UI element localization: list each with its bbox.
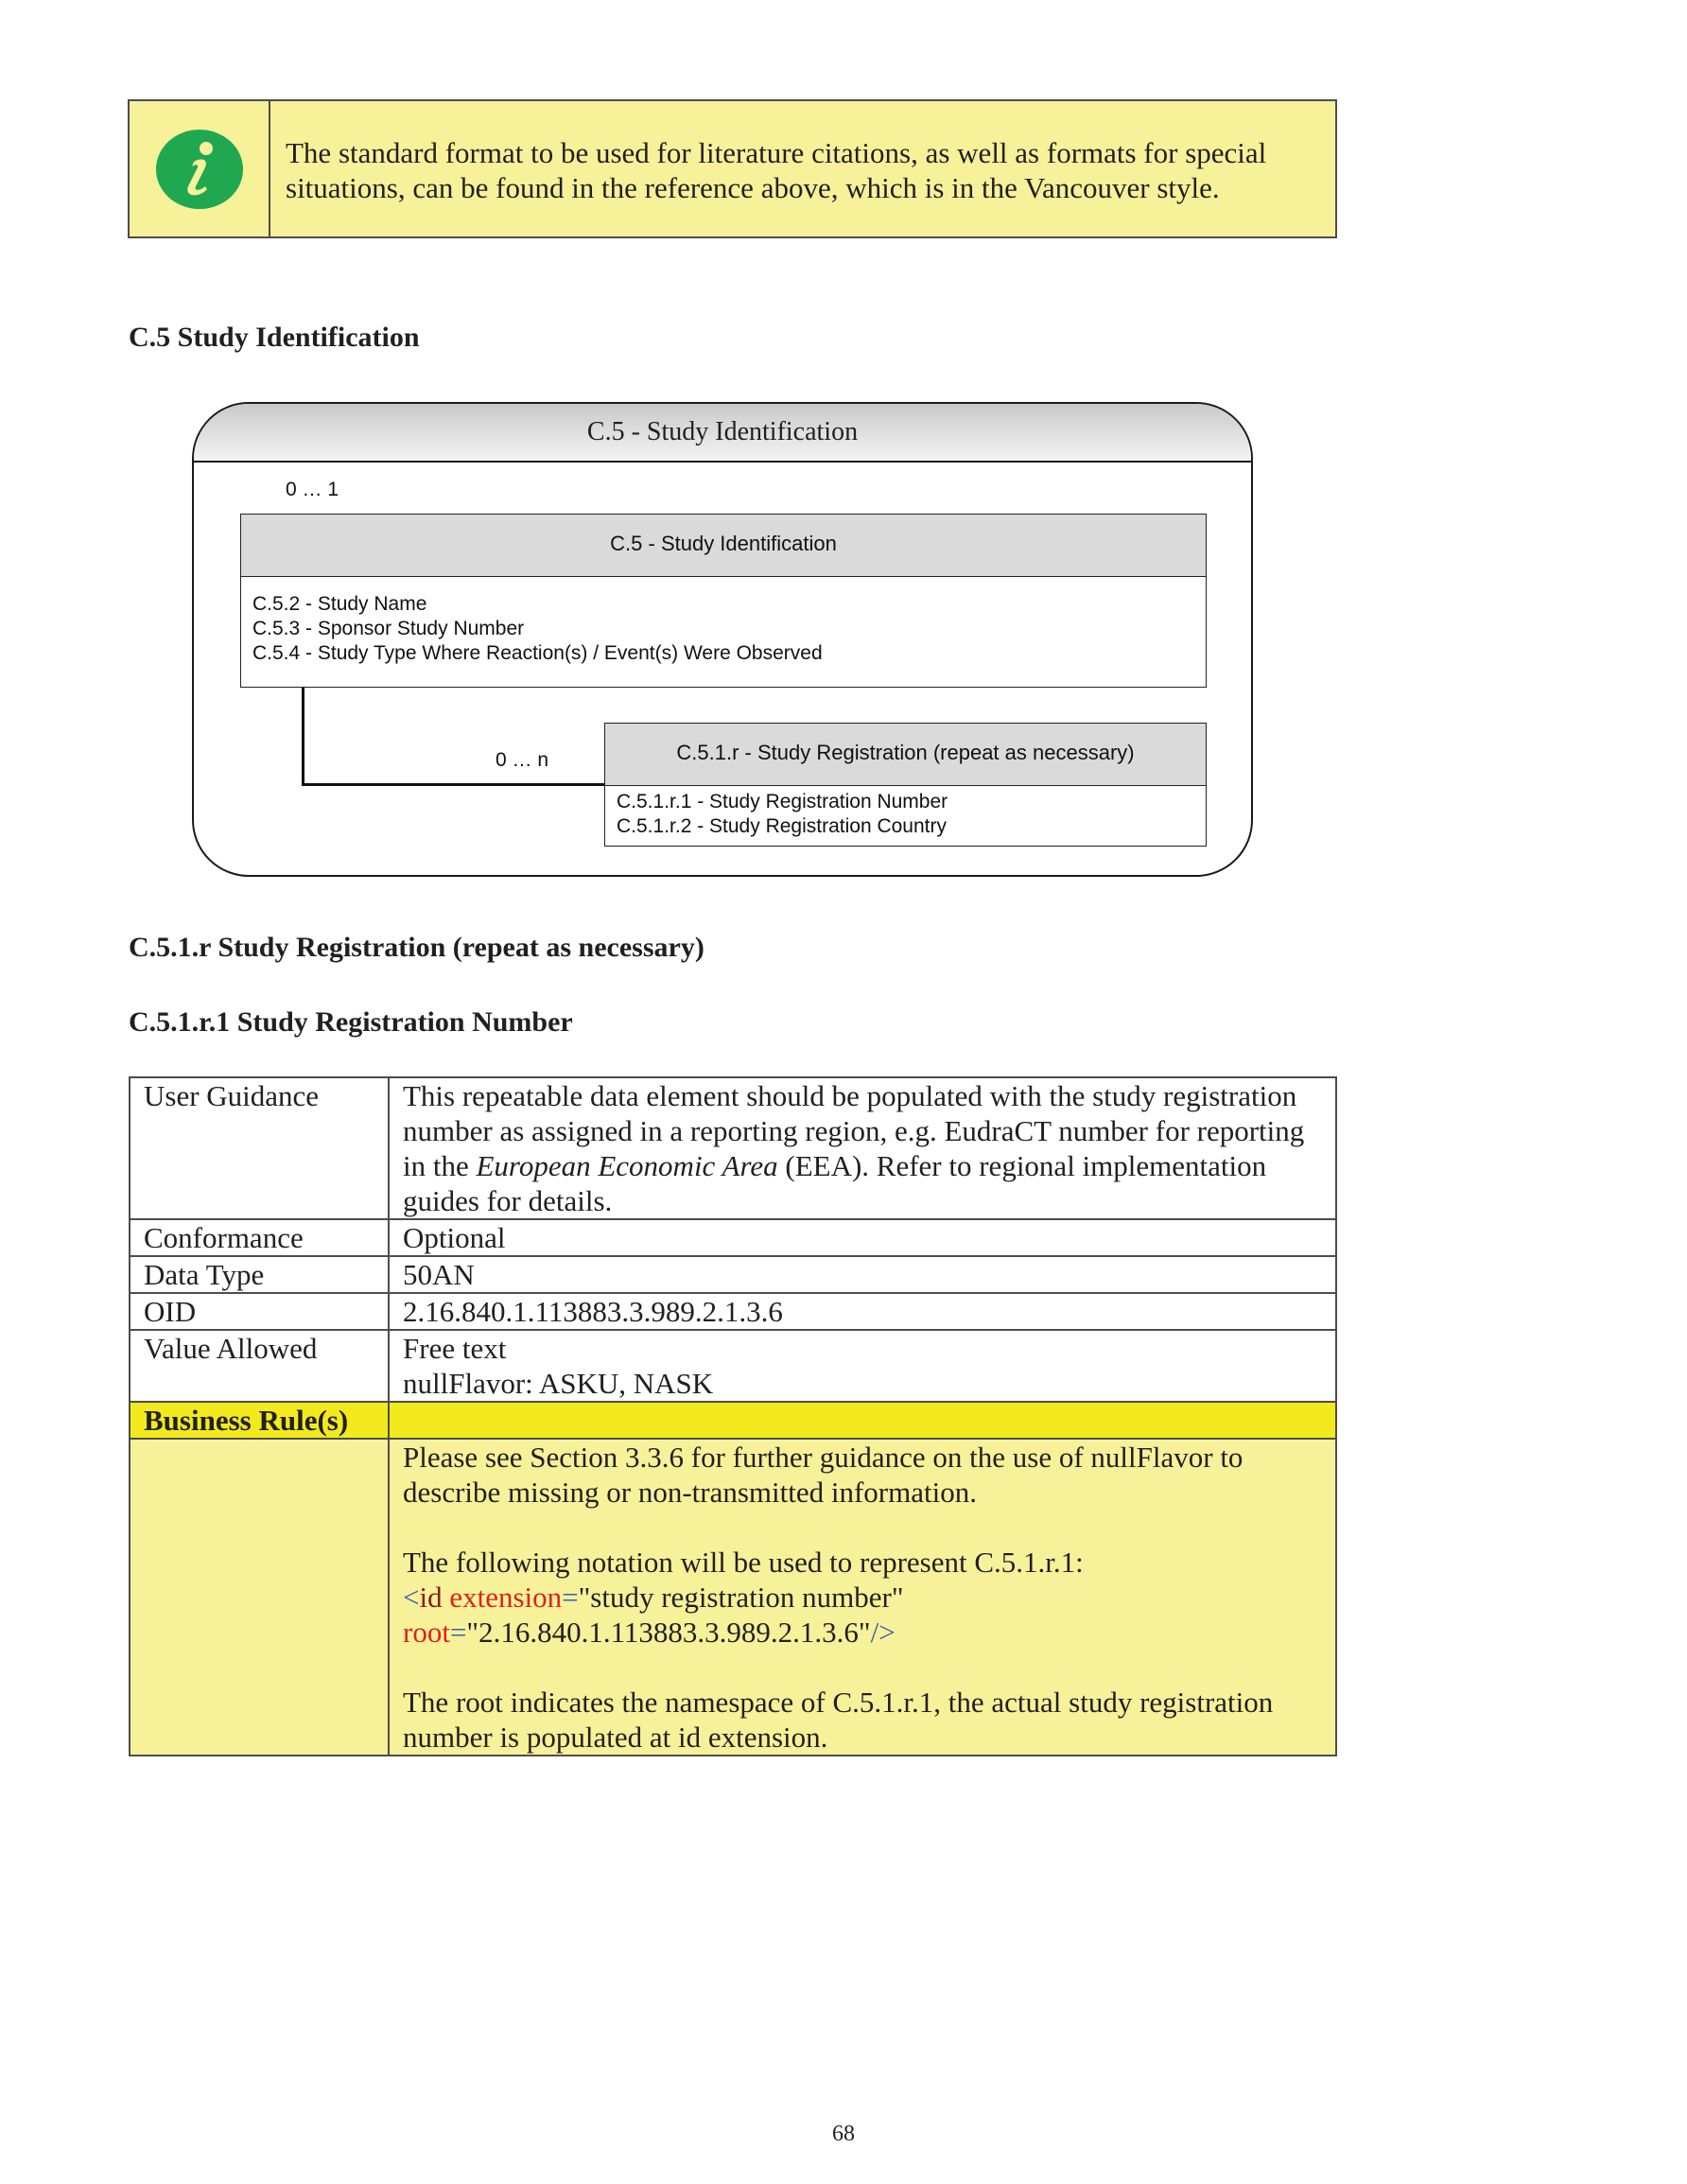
- sub-box-title: C.5.1.r - Study Registration (repeat as necessary): [605, 724, 1206, 786]
- business-rules-header-row: [130, 1402, 1336, 1439]
- row-label: Value Allowed: [130, 1330, 389, 1402]
- section-heading: C.5 Study Identification: [129, 322, 420, 353]
- subsection-heading: C.5.1.r Study Registration (repeat as necessary): [129, 932, 704, 963]
- sub-box-item: C.5.1.r.2 - Study Registration Country: [617, 815, 947, 837]
- business-rules-body-row: [130, 1439, 1336, 1756]
- code-line-1: <id extension="study registration number": [403, 1581, 904, 1614]
- element-heading: C.5.1.r.1 Study Registration Number: [129, 1006, 573, 1038]
- row-value: This repeatable data element should be populated with the study registration number as assigned in a reporting region, e.g. EudraCT number for reporting in the European Economic Area (EEA). Refer to regional implementation guides for details.: [389, 1077, 1336, 1219]
- main-box-title: C.5 - Study Identification: [241, 515, 1206, 577]
- business-rules-label: Business Rule(s): [130, 1402, 389, 1439]
- table-row: [130, 1293, 1336, 1330]
- sub-box: [604, 723, 1207, 847]
- cardinality-main: 0 … 1: [286, 479, 339, 500]
- info-icon: [156, 130, 243, 209]
- callout-text: [270, 101, 1335, 236]
- business-rule-para-1: Please see Section 3.3.6 for further guidance on the use of nullFlavor to describe missing or non-transmitted information.: [403, 1441, 1244, 1509]
- row-value: 2.16.840.1.113883.3.989.2.1.3.6: [389, 1293, 1336, 1330]
- row-label: OID: [130, 1293, 389, 1330]
- code-line-2: root="2.16.840.1.113883.3.989.2.1.3.6"/>: [403, 1616, 896, 1649]
- connector-vertical: [302, 688, 304, 786]
- row-label: Data Type: [130, 1256, 389, 1293]
- row-label: User Guidance: [130, 1077, 389, 1219]
- connector-horizontal: [302, 783, 604, 786]
- main-box-item: C.5.3 - Sponsor Study Number: [252, 618, 525, 639]
- business-rules-header-empty: [389, 1402, 1336, 1439]
- business-rules-content: [389, 1439, 1336, 1756]
- spec-table: [129, 1076, 1337, 1756]
- business-rule-para-3: The root indicates the namespace of C.5.1.r.1, the actual study registration number is populated at id extension.: [403, 1686, 1274, 1754]
- row-label: Conformance: [130, 1219, 389, 1256]
- callout-line-2: situations, can be found in the reference above, which is in the Vancouver style.: [286, 171, 1220, 204]
- business-rules-empty-cell: [130, 1439, 389, 1756]
- page-number: 68: [832, 2122, 855, 2146]
- table-row: [130, 1077, 1336, 1219]
- diagram-outer-title: C.5 - Study Identification: [194, 404, 1251, 463]
- sub-box-item: C.5.1.r.1 - Study Registration Number: [617, 791, 948, 812]
- main-box: [240, 514, 1207, 688]
- business-rule-para-2: The following notation will be used to represent C.5.1.r.1:: [403, 1546, 1084, 1579]
- row-value: Free text nullFlavor: ASKU, NASK: [389, 1330, 1336, 1402]
- row-value: 50AN: [389, 1256, 1336, 1293]
- info-callout: [128, 99, 1337, 238]
- callout-icon-cell: [130, 101, 270, 236]
- row-value: Optional: [389, 1219, 1336, 1256]
- callout-line-1: The standard format to be used for literature citations, as well as formats for special: [286, 136, 1267, 169]
- main-box-item: C.5.2 - Study Name: [252, 593, 427, 615]
- table-row: [130, 1330, 1336, 1402]
- table-row: [130, 1219, 1336, 1256]
- main-box-item: C.5.4 - Study Type Where Reaction(s) / Event(s) Were Observed: [252, 642, 823, 664]
- cardinality-sub: 0 … n: [496, 749, 549, 771]
- table-row: [130, 1256, 1336, 1293]
